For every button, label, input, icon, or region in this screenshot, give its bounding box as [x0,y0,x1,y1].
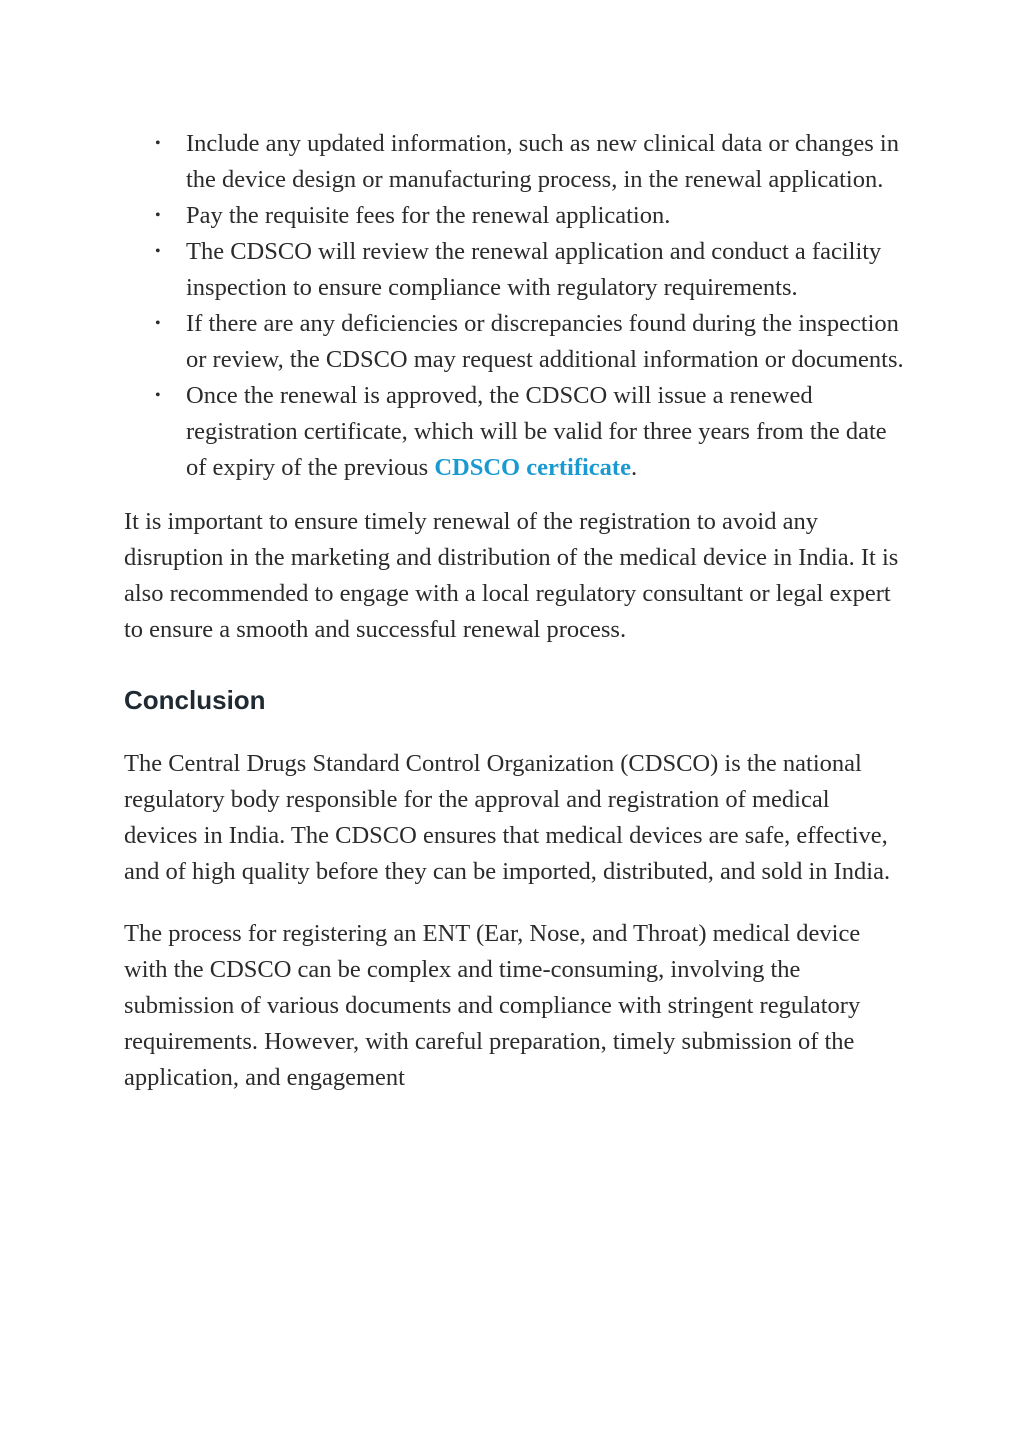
cdsco-certificate-link[interactable]: CDSCO certificate [434,454,631,481]
document-content [124,126,904,1096]
list-item-text: Once the renewal is approved, the CDSCO will issue a renewed registration certificate, which will be valid for three years from the date of expiry of the previous [186,382,887,481]
renewal-steps-list [124,126,904,486]
renewal-paragraph: It is important to ensure timely renewal of the registration to avoid any disruption in the marketing and distribution of the medical device in India. It is also recommended to engage with a local regulatory consultant or legal expert to ensure a smooth and successful renewal process. [124,508,899,643]
bullet-icon: • [155,387,161,404]
list-item-text: If there are any deficiencies or discrepancies found during the inspection or review, the CDSCO may request additional information or documents. [186,310,904,373]
list-item [124,198,904,234]
list-item-text: Pay the requisite fees for the renewal application. [186,202,671,229]
list-item-text: Include any updated information, such as new clinical data or changes in the device design or manufacturing process, in the renewal application. [186,130,899,193]
list-item [124,378,904,486]
list-item-text-end: . [630,454,638,481]
conclusion-heading: Conclusion [124,685,266,715]
list-item [124,234,904,306]
conclusion-paragraph-1: The Central Drugs Standard Control Organization (CDSCO) is the national regulatory body responsible for the approval and registration of medical devices in India. The CDSCO ensures that medical devices are safe, effective, and of high quality before they can be imported, distributed, and sold in India. [124,750,891,885]
bullet-icon: • [155,243,161,260]
bullet-icon: • [155,207,161,224]
bullet-icon: • [155,315,161,332]
list-item [124,306,904,378]
list-item [124,126,904,198]
list-item-text: The CDSCO will review the renewal application and conduct a facility inspection to ensure compliance with regulatory requirements. [186,238,882,301]
conclusion-paragraph-2: The process for registering an ENT (Ear, Nose, and Throat) medical device with the CDSCO can be complex and time-consuming, involving the submission of various documents and compliance with stringent regulatory requirements. However, with careful preparation, timely submission of the application, and engagement [124,920,861,1091]
bullet-icon: • [155,135,161,152]
